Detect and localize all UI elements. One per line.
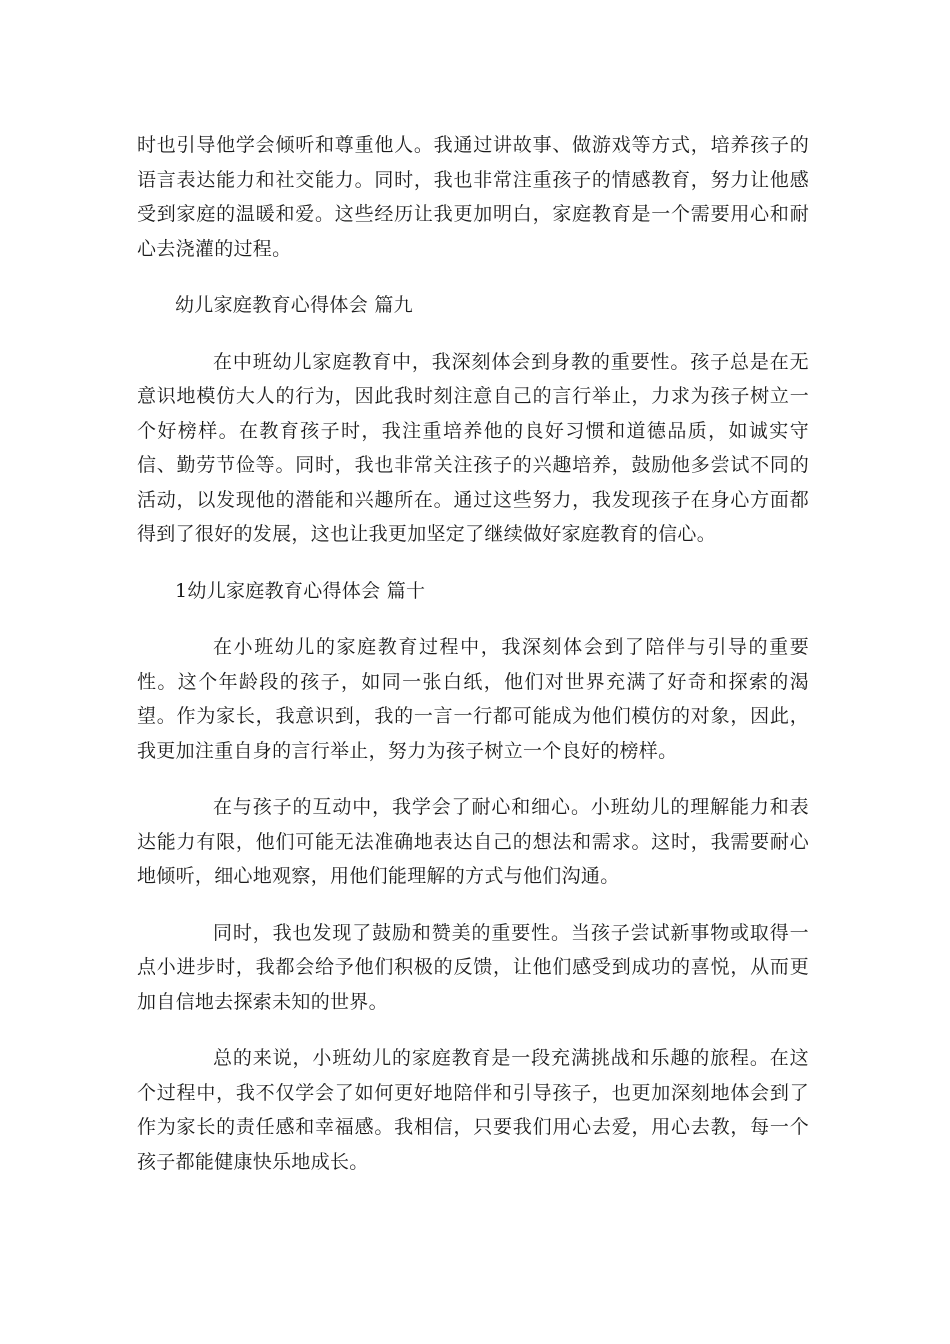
- document-content: [137, 128, 809, 1179]
- paragraph-conclusion: 总的来说，小班幼儿的家庭教育是一段充满挑战和乐趣的旅程。在这个过程中，我不仅学会了如何更好地陪伴和引导孩子，也更加深刻地体会到了作为家长的责任感和幸福感。我相信，只要我们用心去爱，用心去教，每一个孩子都能健康快乐地成长。: [137, 1047, 809, 1173]
- paragraph-continued: 时也引导他学会倾听和尊重他人。我通过讲故事、做游戏等方式，培养孩子的语言表达能力和社交能力。同时，我也非常注重孩子的情感教育，努力让他感受到家庭的温暖和爱。这些经历让我更加明白，家庭教育是一个需要用心和耐心去浇灌的过程。: [137, 134, 809, 260]
- paragraph-encouragement: 同时，我也发现了鼓励和赞美的重要性。当孩子尝试新事物或取得一点小进步时，我都会给予他们积极的反馈，让他们感受到成功的喜悦，从而更加自信地去探索未知的世界。: [137, 921, 809, 1013]
- paragraph-small-class-intro: 在小班幼儿的家庭教育过程中，我深刻体会到了陪伴与引导的重要性。这个年龄段的孩子，如同一张白纸，他们对世界充满了好奇和探索的渴望。作为家长，我意识到，我的一言一行都可能成为他们模仿的对象，因此，我更加注重自身的言行举止，努力为孩子树立一个良好的榜样。: [137, 636, 809, 762]
- section-heading-nine: 幼儿家庭教育心得体会 篇九: [175, 294, 413, 316]
- section-heading-ten: 1幼儿家庭教育心得体会 篇十: [175, 579, 426, 602]
- paragraph-patience: 在与孩子的互动中，我学会了耐心和细心。小班幼儿的理解能力和表达能力有限，他们可能无法准确地表达自己的想法和需求。这时，我需要耐心地倾听，细心地观察，用他们能理解的方式与他们沟通。: [137, 796, 809, 887]
- paragraph-middle-class: 在中班幼儿家庭教育中，我深刻体会到身教的重要性。孩子总是在无意识地模仿大人的行为，因此我时刻注意自己的言行举止，力求为孩子树立一个好榜样。在教育孩子时，我注重培养他的良好习惯和道德品质，如诚实守信、勤劳节俭等。同时，我也非常关注孩子的兴趣培养，鼓励他多尝试不同的活动，以发现他的潜能和兴趣所在。通过这些努力，我发现孩子在身心方面都得到了很好的发展，这也让我更加坚定了继续做好家庭教育的信心。: [137, 350, 809, 545]
